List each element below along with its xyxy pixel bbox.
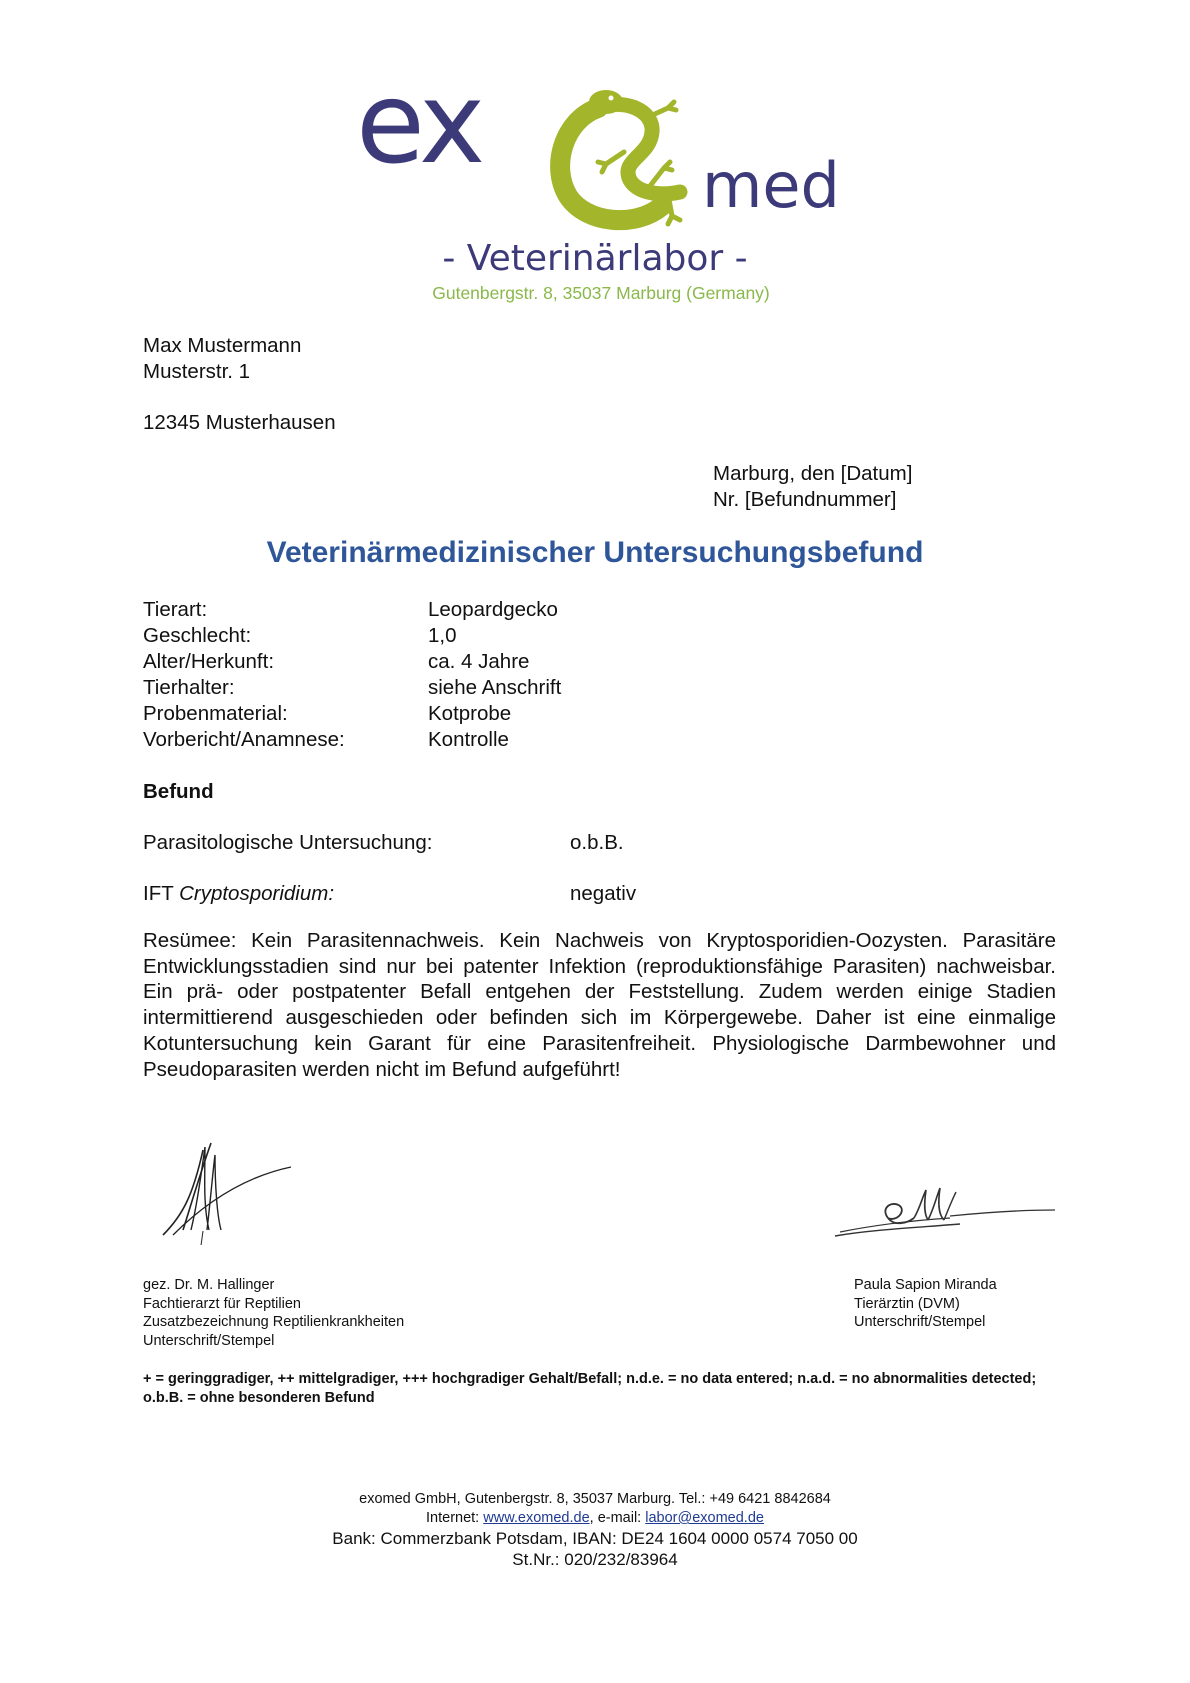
signature-left-block xyxy=(143,1276,404,1350)
report-number: Nr. [Befundnummer] xyxy=(713,488,897,511)
recipient-name: Max Mustermann xyxy=(143,334,302,357)
lab-subtitle: - Veterinärlabor - xyxy=(442,238,748,279)
signature-right-block xyxy=(854,1276,997,1332)
field-value: ca. 4 Jahre xyxy=(428,650,530,673)
logo-brand-ex: ex xyxy=(356,59,482,189)
signer-title: Fachtierarzt für Reptilien xyxy=(143,1295,301,1312)
email-link[interactable]: labor@exomed.de xyxy=(645,1510,764,1526)
signer-name: gez. Dr. M. Hallinger xyxy=(143,1277,275,1293)
footer xyxy=(0,1490,1190,1570)
ift-value: negativ xyxy=(570,882,637,905)
field-label: Tierart: xyxy=(143,598,208,621)
footer-tax: St.Nr.: 020/232/83964 xyxy=(512,1550,678,1569)
website-link[interactable]: www.exomed.de xyxy=(483,1510,590,1526)
signer-stamp-label: Unterschrift/Stempel xyxy=(143,1332,275,1349)
lab-address: Gutenbergstr. 8, 35037 Marburg (Germany) xyxy=(432,283,770,303)
findings-heading: Befund xyxy=(143,780,214,803)
footer-bank: Bank: Commerzbank Potsdam, IBAN: DE24 1604 0000 0574 7050 00 xyxy=(332,1529,858,1548)
field-label: Alter/Herkunft: xyxy=(143,650,275,673)
parasitology-value: o.b.B. xyxy=(570,831,624,854)
signature-right xyxy=(830,1178,1060,1258)
ift-prefix: IFT xyxy=(143,882,174,905)
parasitology-row xyxy=(143,831,624,855)
ift-organism: Cryptosporidium: xyxy=(179,882,335,905)
lizard-icon xyxy=(528,68,718,238)
field-value: 1,0 xyxy=(428,624,457,647)
logo xyxy=(350,60,850,240)
parasitology-label: Parasitologische Untersuchung: xyxy=(143,831,433,854)
signer-qualification: Zusatzbezeichnung Reptilienkrankheiten xyxy=(143,1314,405,1330)
place-date: Marburg, den [Datum] xyxy=(713,462,913,485)
report-title: Veterinärmedizinischer Untersuchungsbefund xyxy=(266,536,924,569)
field-value: Kotprobe xyxy=(428,702,512,725)
ift-row xyxy=(143,882,637,906)
signer-stamp-label: Unterschrift/Stempel xyxy=(854,1314,986,1330)
field-label: Tierhalter: xyxy=(143,676,235,699)
abbreviation-legend: + = geringgradiger, ++ mittelgradiger, +++ hochgradiger Gehalt/Befall; n.d.e. = no data entered; n.a.d. = no abnormalities detected; o.b.B. = ohne besonderen Befund xyxy=(143,1371,1037,1406)
field-value: siehe Anschrift xyxy=(428,676,562,699)
recipient-street: Musterstr. 1 xyxy=(143,360,251,383)
signature-left xyxy=(143,1135,303,1245)
field-label: Probenmaterial: xyxy=(143,702,288,725)
signer-name: Paula Sapion Miranda xyxy=(854,1277,997,1293)
recipient-city: 12345 Musterhausen xyxy=(143,411,336,434)
footer-company: exomed GmbH, Gutenbergstr. 8, 35037 Marburg. Tel.: +49 6421 8842684 xyxy=(359,1491,831,1507)
footer-contact xyxy=(0,1509,1190,1528)
footer-internet-label: Internet: xyxy=(426,1510,480,1526)
signer-title: Tierärztin (DVM) xyxy=(854,1295,960,1312)
field-label: Vorbericht/Anamnese: xyxy=(143,728,345,751)
field-label: Geschlecht: xyxy=(143,624,252,647)
logo-brand-med: med xyxy=(702,149,840,222)
field-value: Kontrolle xyxy=(428,728,509,751)
summary-paragraph: Resümee: Kein Parasitennachweis. Kein Nachweis von Kryptosporidien-Oozysten. Parasitäre Entwicklungsstadien sind nur bei patenter Infektion (reproduktionsfähige Parasiten) nachweisbar. Ein prä- oder postpatenter Befall entgehen der Feststellung. Zudem werden einige Stadien intermittierend ausgeschieden oder befinden sich im Körpergewebe. Daher ist eine einmalige Kotuntersuchung kein Garant für eine Parasitenfreiheit. Physiologische Darmbewohner und Pseudoparasiten werden nicht im Befund aufgeführt! xyxy=(143,929,1056,1081)
footer-email-label: , e-mail: xyxy=(589,1510,642,1526)
field-value: Leopardgecko xyxy=(428,598,558,621)
